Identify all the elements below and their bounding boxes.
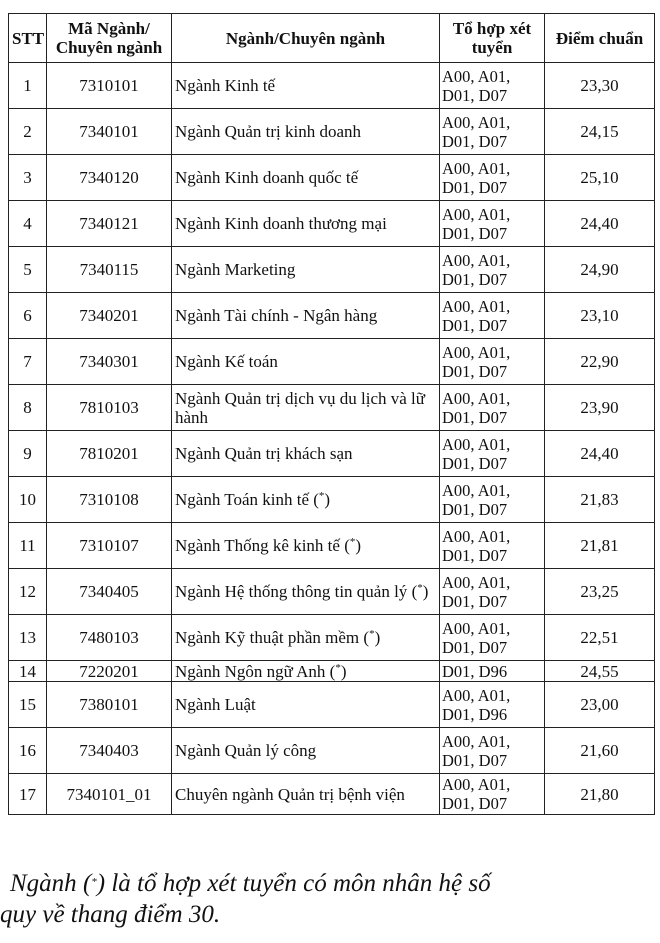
cell-major-name: Ngành Toán kinh tế (*) — [172, 477, 440, 523]
cell-stt: 7 — [9, 339, 47, 385]
cell-major-name: Ngành Quản trị kinh doanh — [172, 109, 440, 155]
cell-major-name: Ngành Ngôn ngữ Anh (*) — [172, 661, 440, 682]
cell-cutoff-score: 24,55 — [545, 661, 655, 682]
cell-major-code: 7340115 — [47, 247, 172, 293]
cell-major-code: 7340403 — [47, 728, 172, 774]
table-row — [9, 247, 655, 293]
cropped-text-top — [0, 0, 660, 6]
header-subject-combination: Tổ hợp xét tuyển — [440, 14, 545, 63]
cell-cutoff-score: 24,15 — [545, 109, 655, 155]
footnote-line-2: quy về thang điểm 30. — [0, 901, 221, 928]
cell-subject-combination: A00, A01, D01, D07 — [440, 155, 545, 201]
cell-stt: 6 — [9, 293, 47, 339]
cell-stt: 10 — [9, 477, 47, 523]
cell-subject-combination: A00, A01, D01, D07 — [440, 201, 545, 247]
cell-cutoff-score: 24,40 — [545, 431, 655, 477]
cell-major-code: 7340101 — [47, 109, 172, 155]
cell-cutoff-score: 21,80 — [545, 774, 655, 815]
header-major-name: Ngành/Chuyên ngành — [172, 14, 440, 63]
footnote-line-1: Ngành (*) là tổ hợp xét tuyển có môn nhân hệ số — [10, 870, 491, 897]
table-row — [9, 201, 655, 247]
cell-cutoff-score: 24,90 — [545, 247, 655, 293]
cell-subject-combination: A00, A01, D01, D07 — [440, 247, 545, 293]
cell-subject-combination: A00, A01, D01, D07 — [440, 339, 545, 385]
cell-cutoff-score: 23,30 — [545, 63, 655, 109]
cell-major-code: 7480103 — [47, 615, 172, 661]
table-row — [9, 385, 655, 431]
cell-major-name: Ngành Kế toán — [172, 339, 440, 385]
header-major-code: Mã Ngành/ Chuyên ngành — [47, 14, 172, 63]
cell-major-name: Ngành Hệ thống thông tin quản lý (*) — [172, 569, 440, 615]
cell-subject-combination: A00, A01, D01, D07 — [440, 385, 545, 431]
cropped-text-bottom — [0, 933, 660, 943]
cell-major-name: Ngành Luật — [172, 682, 440, 728]
cell-major-code: 7340121 — [47, 201, 172, 247]
table-row — [9, 477, 655, 523]
cell-major-name: Ngành Thống kê kinh tế (*) — [172, 523, 440, 569]
table-row — [9, 155, 655, 201]
cell-cutoff-score: 21,60 — [545, 728, 655, 774]
cell-major-code: 7340405 — [47, 569, 172, 615]
cell-cutoff-score: 21,81 — [545, 523, 655, 569]
cell-cutoff-score: 23,10 — [545, 293, 655, 339]
cell-cutoff-score: 24,40 — [545, 201, 655, 247]
cell-stt: 5 — [9, 247, 47, 293]
cell-major-name: Ngành Kinh doanh thương mại — [172, 201, 440, 247]
cell-stt: 9 — [9, 431, 47, 477]
cell-stt: 3 — [9, 155, 47, 201]
cell-major-code: 7810201 — [47, 431, 172, 477]
cell-major-code: 7340301 — [47, 339, 172, 385]
table-row — [9, 774, 655, 815]
cell-stt: 15 — [9, 682, 47, 728]
cell-major-code: 7310107 — [47, 523, 172, 569]
cell-major-name: Ngành Quản trị dịch vụ du lịch và lữ hành — [172, 385, 440, 431]
cell-subject-combination: D01, D96 — [440, 661, 545, 682]
header-cutoff-score: Điểm chuẩn — [545, 14, 655, 63]
cell-subject-combination: A00, A01, D01, D07 — [440, 728, 545, 774]
cell-subject-combination: A00, A01, D01, D07 — [440, 293, 545, 339]
table-row — [9, 661, 655, 682]
cell-stt: 16 — [9, 728, 47, 774]
table-body — [9, 63, 655, 815]
header-stt: STT — [9, 14, 47, 63]
cell-major-code: 7810103 — [47, 385, 172, 431]
cell-stt: 2 — [9, 109, 47, 155]
cell-major-name: Ngành Marketing — [172, 247, 440, 293]
table-row — [9, 431, 655, 477]
cell-stt: 1 — [9, 63, 47, 109]
cell-subject-combination: A00, A01, D01, D07 — [440, 569, 545, 615]
cell-cutoff-score: 23,90 — [545, 385, 655, 431]
cell-major-name: Ngành Quản lý công — [172, 728, 440, 774]
table-row — [9, 728, 655, 774]
cell-stt: 14 — [9, 661, 47, 682]
cell-major-name: Ngành Tài chính - Ngân hàng — [172, 293, 440, 339]
cell-stt: 13 — [9, 615, 47, 661]
cell-major-name: Ngành Kinh tế — [172, 63, 440, 109]
cell-major-code: 7340120 — [47, 155, 172, 201]
cell-subject-combination: A00, A01, D01, D07 — [440, 523, 545, 569]
cell-cutoff-score: 22,90 — [545, 339, 655, 385]
admission-score-table — [8, 13, 655, 815]
cell-major-code: 7310108 — [47, 477, 172, 523]
cell-major-code: 7310101 — [47, 63, 172, 109]
cell-subject-combination: A00, A01, D01, D96 — [440, 682, 545, 728]
cell-cutoff-score: 23,00 — [545, 682, 655, 728]
cell-subject-combination: A00, A01, D01, D07 — [440, 477, 545, 523]
cell-stt: 17 — [9, 774, 47, 815]
table-row — [9, 615, 655, 661]
cell-major-name: Ngành Kinh doanh quốc tế — [172, 155, 440, 201]
cell-major-name: Chuyên ngành Quản trị bệnh viện — [172, 774, 440, 815]
table-row — [9, 339, 655, 385]
cell-major-code: 7380101 — [47, 682, 172, 728]
cell-stt: 11 — [9, 523, 47, 569]
cell-cutoff-score: 22,51 — [545, 615, 655, 661]
cell-subject-combination: A00, A01, D01, D07 — [440, 63, 545, 109]
cell-subject-combination: A00, A01, D01, D07 — [440, 615, 545, 661]
cell-subject-combination: A00, A01, D01, D07 — [440, 431, 545, 477]
cell-major-name: Ngành Kỹ thuật phần mềm (*) — [172, 615, 440, 661]
cell-cutoff-score: 25,10 — [545, 155, 655, 201]
cell-stt: 12 — [9, 569, 47, 615]
table-row — [9, 569, 655, 615]
cell-subject-combination: A00, A01, D01, D07 — [440, 774, 545, 815]
table-row — [9, 523, 655, 569]
cell-major-name: Ngành Quản trị khách sạn — [172, 431, 440, 477]
table-header-row — [9, 14, 655, 63]
table-row — [9, 293, 655, 339]
cell-major-code: 7340101_01 — [47, 774, 172, 815]
table-row — [9, 682, 655, 728]
cell-subject-combination: A00, A01, D01, D07 — [440, 109, 545, 155]
cell-stt: 8 — [9, 385, 47, 431]
cell-major-code: 7220201 — [47, 661, 172, 682]
table-row — [9, 109, 655, 155]
cell-major-code: 7340201 — [47, 293, 172, 339]
cell-cutoff-score: 21,83 — [545, 477, 655, 523]
cell-stt: 4 — [9, 201, 47, 247]
cell-cutoff-score: 23,25 — [545, 569, 655, 615]
footnote — [0, 868, 660, 930]
table-row — [9, 63, 655, 109]
